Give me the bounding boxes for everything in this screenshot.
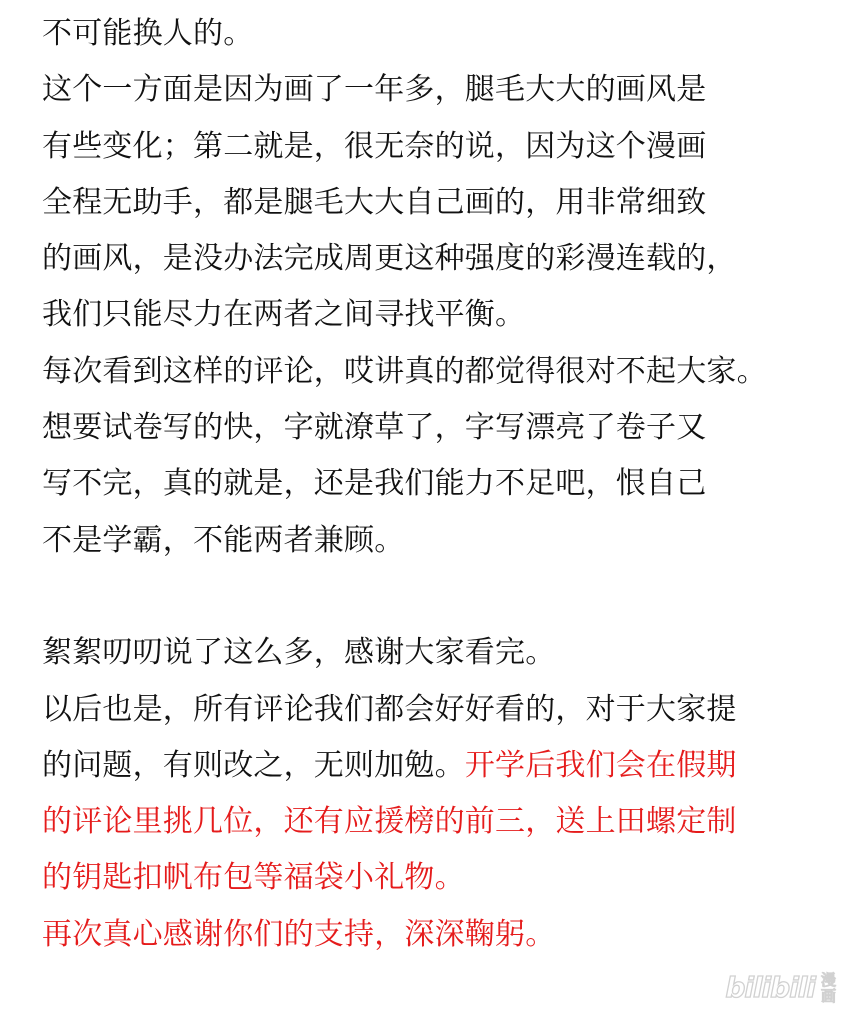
bilibili-manga-watermark	[725, 971, 836, 1004]
text-line: 不可能换人的。	[42, 16, 254, 51]
watermark-tag-line: 画	[820, 986, 836, 1005]
text-line: 想要试卷写的快，字就潦草了，字写漂亮了卷子又	[42, 410, 707, 446]
highlighted-text-line: 的钥匙扣帆布包等福袋小礼物。	[42, 860, 465, 896]
document-body	[42, 6, 842, 963]
paragraph-spacer	[42, 569, 842, 625]
highlighted-text-line: 再次真心感谢你们的支持，深深鞠躬。	[42, 916, 556, 952]
text-line: 每次看到这样的评论，哎讲真的都觉得很对不起大家。	[42, 353, 767, 389]
text-line: 全程无助手，都是腿毛大大自己画的，用非常细致	[42, 184, 707, 220]
mixed-text-line	[42, 738, 842, 794]
text-line: 这个一方面是因为画了一年多，腿毛大大的画风是	[42, 72, 707, 108]
watermark-tag-line: 漫	[820, 970, 836, 989]
text-line: 絮絮叨叨说了这么多，感谢大家看完。	[42, 635, 556, 671]
text-segment: 的问题，有则改之，无则加勉。	[42, 747, 465, 783]
text-line: 以后也是，所有评论我们都会好好看的，对于大家提	[42, 691, 737, 727]
watermark-tag	[821, 972, 836, 1004]
text-line: 有些变化；第二就是，很无奈的说，因为这个漫画	[42, 128, 707, 164]
highlighted-text-line: 的评论里挑几位，还有应援榜的前三，送上田螺定制	[42, 804, 737, 840]
highlighted-text-segment: 开学后我们会在假期	[464, 747, 737, 783]
text-line: 的画风，是没办法完成周更这种强度的彩漫连载的，	[42, 241, 737, 277]
watermark-brand: bilibili	[725, 971, 815, 1004]
text-line: 写不完，真的就是，还是我们能力不足吧，恨自己	[42, 466, 707, 502]
text-line: 不是学霸，不能两者兼顾。	[42, 522, 405, 558]
text-line: 我们只能尽力在两者之间寻找平衡。	[42, 297, 526, 333]
